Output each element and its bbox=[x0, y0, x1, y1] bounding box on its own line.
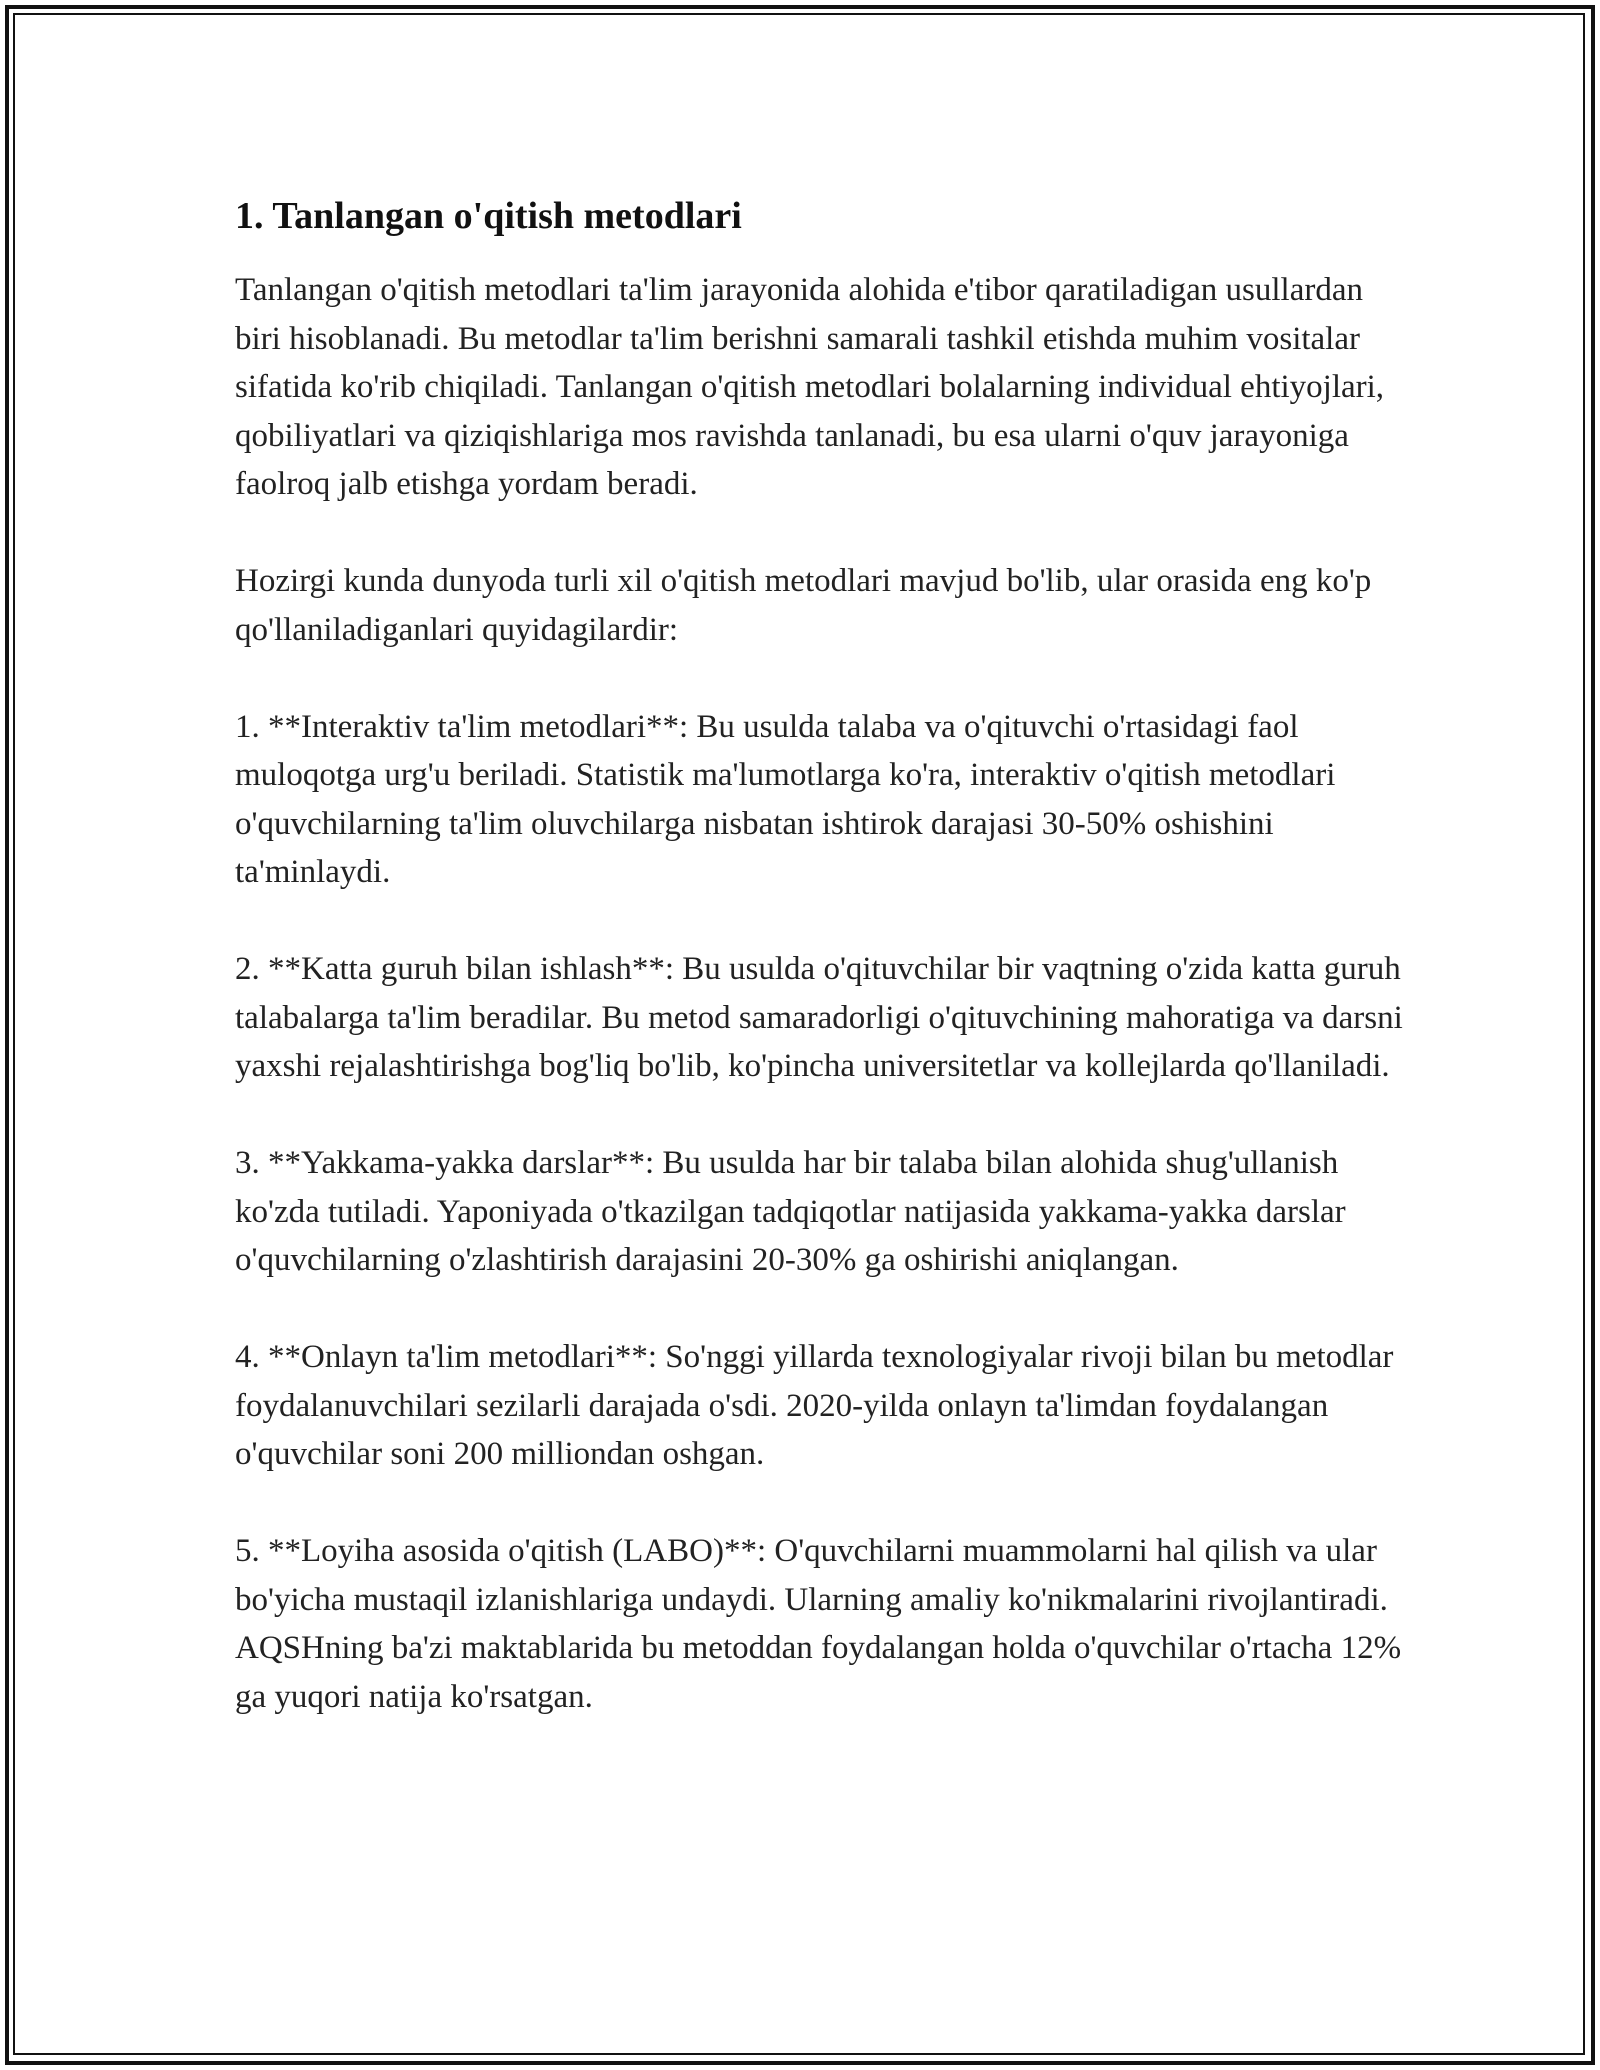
paragraph-method-1: 1. **Interaktiv ta'lim metodlari**: Bu usulda talaba va o'qituvchi o'rtasidagi faol muloqotga urg'u beriladi. Statistik ma'lumotlarga ko'ra, interaktiv o'qitish metodlari o'quvchilarning ta'lim oluvchilarga nisbatan ishtirok darajasi 30-50% oshishini ta'minlaydi. bbox=[235, 708, 1336, 890]
paragraph-method-5: 5. **Loyiha asosida o'qitish (LABO)**: O'quvchilarni muammolarni hal qilish va ular bo'yicha mustaqil izlanishlariga undaydi. Ularning amaliy ko'nikmalarini rivojlantiradi. AQSHning ba'zi maktablarida bu metoddan foydalangan holda o'quvchilar o'rtacha 12% ga yuqori natija ko'rsatgan. bbox=[235, 1533, 1402, 1715]
paragraph-method-2: 2. **Katta guruh bilan ishlash**: Bu usulda o'qituvchilar bir vaqtning o'zida katta guruh talabalarga ta'lim beradilar. Bu metod samaradorligi o'qituvchining mahoratiga va darsni yaxshi rejalashtirishga bog'liq bo'lib, ko'pincha universitetlar va kollejlarda qo'llaniladi. bbox=[235, 951, 1403, 1084]
paragraph-method-3: 3. **Yakkama-yakka darslar**: Bu usulda har bir talaba bilan alohida shug'ullanish ko'zda tutiladi. Yaponiyada o'tkazilgan tadqiqotlar natijasida yakkama-yakka darslar o'quvchilarning o'zlashtirish darajasini 20-30% ga oshirishi aniqlangan. bbox=[235, 1145, 1346, 1278]
paragraph-intro: Tanlangan o'qitish metodlari ta'lim jarayonida alohida e'tibor qaratiladigan usullardan biri hisoblanadi. Bu metodlar ta'lim berishni samarali tashkil etishda muhim vositalar sifatida ko'rib chiqiladi. Tanlangan o'qitish metodlari bolalarning individual ehtiyojlari, qobiliyatlari va qiziqishlariga mos ravishda tanlanadi, bu esa ularni o'quv jarayoniga faolroq jalb etishga yordam beradi. bbox=[235, 272, 1385, 502]
paragraph-overview: Hozirgi kunda dunyoda turli xil o'qitish metodlari mavjud bo'lib, ular orasida eng ko'p qo'llaniladiganlari quyidagilardir: bbox=[235, 563, 1372, 648]
document-title: 1. Tanlangan o'qitish metodlari bbox=[235, 195, 742, 237]
paragraph-method-4: 4. **Onlayn ta'lim metodlari**: So'nggi yillarda texnologiyalar rivoji bilan bu metodlar foydalanuvchilari sezilarli darajada o'sdi. 2020-yilda onlayn ta'limdan foydalangan o'quvchilar soni 200 milliondan oshgan. bbox=[235, 1339, 1394, 1472]
document-body bbox=[235, 188, 1415, 1721]
